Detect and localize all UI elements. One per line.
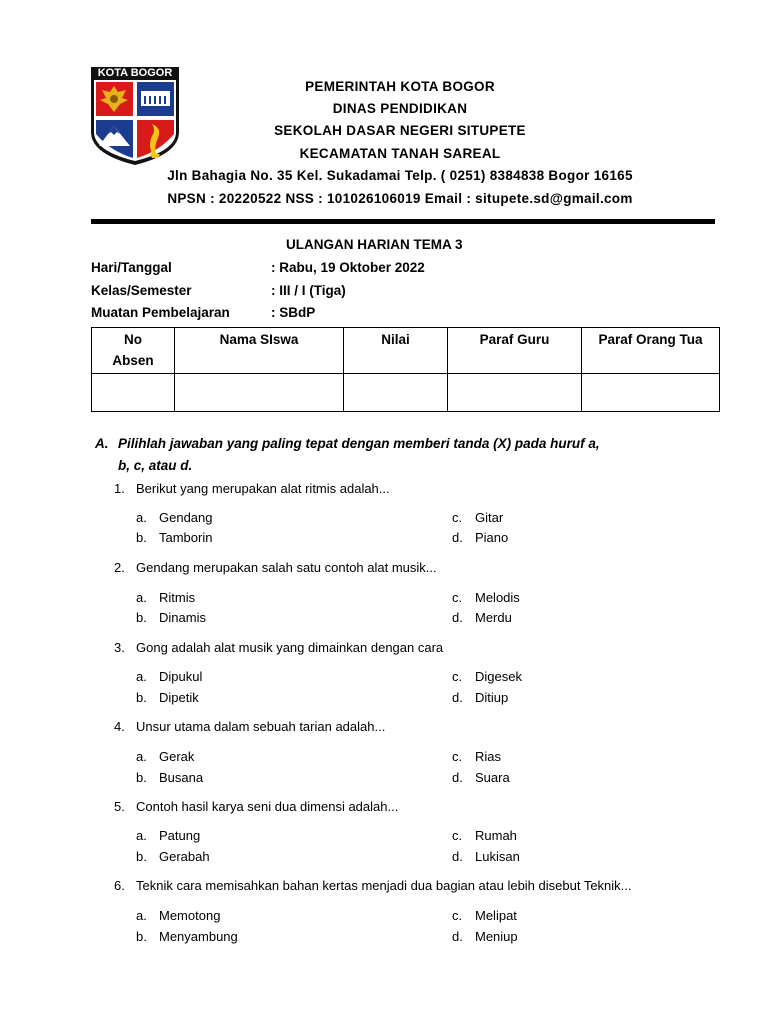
option-letter-d: d. — [452, 929, 463, 944]
field-label-date: Hari/Tanggal — [91, 260, 172, 275]
option-letter-c: c. — [452, 828, 463, 843]
question-text: Gong adalah alat musik yang dimainkan dengan cara — [136, 640, 444, 655]
option-letter-d: d. — [452, 610, 463, 625]
header-cell-teacher-sign — [448, 328, 582, 374]
cell-score[interactable] — [344, 374, 448, 412]
option-letter-a: a. — [136, 590, 147, 605]
option-letter-b: b. — [136, 530, 147, 545]
option-letter-d: d. — [452, 770, 463, 785]
option-c: Gitar — [475, 510, 504, 525]
table-row — [92, 374, 720, 412]
header-name: Nama SIswa — [219, 332, 299, 347]
cell-parent-sign[interactable] — [582, 374, 720, 412]
option-c: Melipat — [475, 908, 517, 923]
field-value-subject: : SBdP — [271, 305, 316, 320]
option-b: Dinamis — [159, 610, 206, 625]
question-text: Teknik cara memisahkan bahan kertas menjadi dua bagian atau lebih disebut Teknik... — [136, 878, 632, 893]
option-letter-c: c. — [452, 908, 463, 923]
field-label-subject: Muatan Pembelajaran — [91, 305, 230, 320]
option-b: Tamborin — [159, 530, 213, 545]
option-letter-d: d. — [452, 690, 463, 705]
header-parent-sign: Paraf Orang Tua — [598, 332, 703, 347]
section-letter: A. — [95, 436, 109, 451]
question-number: 4. — [114, 719, 125, 734]
option-letter-a: a. — [136, 669, 147, 684]
option-letter-d: d. — [452, 530, 463, 545]
option-a: Gerak — [159, 749, 195, 764]
option-letter-d: d. — [452, 849, 463, 864]
header-address: Jln Bahagia No. 35 Kel. Sukadamai Telp. ( 0251) 8384838 Bogor 16165 — [167, 168, 633, 183]
option-a: Memotong — [159, 908, 221, 923]
header-district: KECAMATAN TANAH SAREAL — [299, 146, 501, 161]
question-number: 6. — [114, 878, 125, 893]
question-number: 2. — [114, 560, 125, 575]
logo-label: KOTA BOGOR — [97, 67, 173, 79]
option-letter-b: b. — [136, 929, 147, 944]
option-letter-a: a. — [136, 510, 147, 525]
option-letter-a: a. — [136, 908, 147, 923]
option-letter-b: b. — [136, 770, 147, 785]
question-number: 1. — [114, 481, 125, 496]
option-a: Gendang — [159, 510, 213, 525]
option-c: Melodis — [475, 590, 520, 605]
option-b: Busana — [159, 770, 204, 785]
question-text: Unsur utama dalam sebuah tarian adalah... — [136, 719, 386, 734]
option-b: Gerabah — [159, 849, 210, 864]
option-b: Menyambung — [159, 929, 238, 944]
option-d: Lukisan — [475, 849, 520, 864]
header-divider — [91, 219, 715, 224]
option-c: Rumah — [475, 828, 517, 843]
cell-teacher-sign[interactable] — [448, 374, 582, 412]
header-npsn: NPSN : 20220522 NSS : 101026106019 Email : situpete.sd@gmail.com — [167, 191, 633, 206]
option-a: Patung — [159, 828, 201, 843]
option-d: Merdu — [475, 610, 512, 625]
header-teacher-sign: Paraf Guru — [479, 332, 550, 347]
header-no: No — [124, 332, 142, 347]
option-c: Digesek — [475, 669, 522, 684]
option-c: Rias — [475, 749, 502, 764]
question-number: 5. — [114, 799, 125, 814]
header-department: DINAS PENDIDIKAN — [332, 101, 468, 116]
field-value-class: : III / I (Tiga) — [271, 283, 346, 298]
option-letter-a: a. — [136, 749, 147, 764]
table-header-row — [92, 328, 720, 374]
field-value-date: : Rabu, 19 Oktober 2022 — [271, 260, 425, 275]
exam-title: ULANGAN HARIAN TEMA 3 — [286, 237, 463, 252]
option-d: Piano — [475, 530, 509, 545]
field-label-class: Kelas/Semester — [91, 283, 192, 298]
header-government: PEMERINTAH KOTA BOGOR — [305, 79, 495, 94]
option-letter-b: b. — [136, 610, 147, 625]
option-letter-c: c. — [452, 590, 463, 605]
section-instruction-line2: b, c, atau d. — [118, 458, 193, 473]
option-letter-b: b. — [136, 849, 147, 864]
option-letter-c: c. — [452, 669, 463, 684]
question-number: 3. — [114, 640, 125, 655]
option-d: Meniup — [475, 929, 518, 944]
student-table — [91, 327, 720, 412]
cell-name[interactable] — [175, 374, 344, 412]
option-letter-a: a. — [136, 828, 147, 843]
question-text: Berikut yang merupakan alat ritmis adalah... — [136, 481, 390, 496]
option-d: Suara — [475, 770, 510, 785]
option-letter-c: c. — [452, 749, 463, 764]
question-text: Contoh hasil karya seni dua dimensi adalah... — [136, 799, 399, 814]
option-letter-b: b. — [136, 690, 147, 705]
cell-no-absen[interactable] — [92, 374, 175, 412]
header-cell-parent-sign — [582, 328, 720, 374]
option-b: Dipetik — [159, 690, 199, 705]
header-school: SEKOLAH DASAR NEGERI SITUPETE — [274, 123, 526, 138]
header-cell-no-absen — [92, 328, 175, 374]
header-cell-score — [344, 328, 448, 374]
option-a: Dipukul — [159, 669, 203, 684]
option-letter-c: c. — [452, 510, 463, 525]
option-a: Ritmis — [159, 590, 196, 605]
header-cell-name — [175, 328, 344, 374]
header-absen: Absen — [112, 353, 154, 368]
question-text: Gendang merupakan salah satu contoh alat musik... — [136, 560, 437, 575]
option-d: Ditiup — [475, 690, 509, 705]
header-score: Nilai — [381, 332, 410, 347]
section-instruction-line1: Pilihlah jawaban yang paling tepat dengan memberi tanda (X) pada huruf a, — [118, 436, 600, 451]
